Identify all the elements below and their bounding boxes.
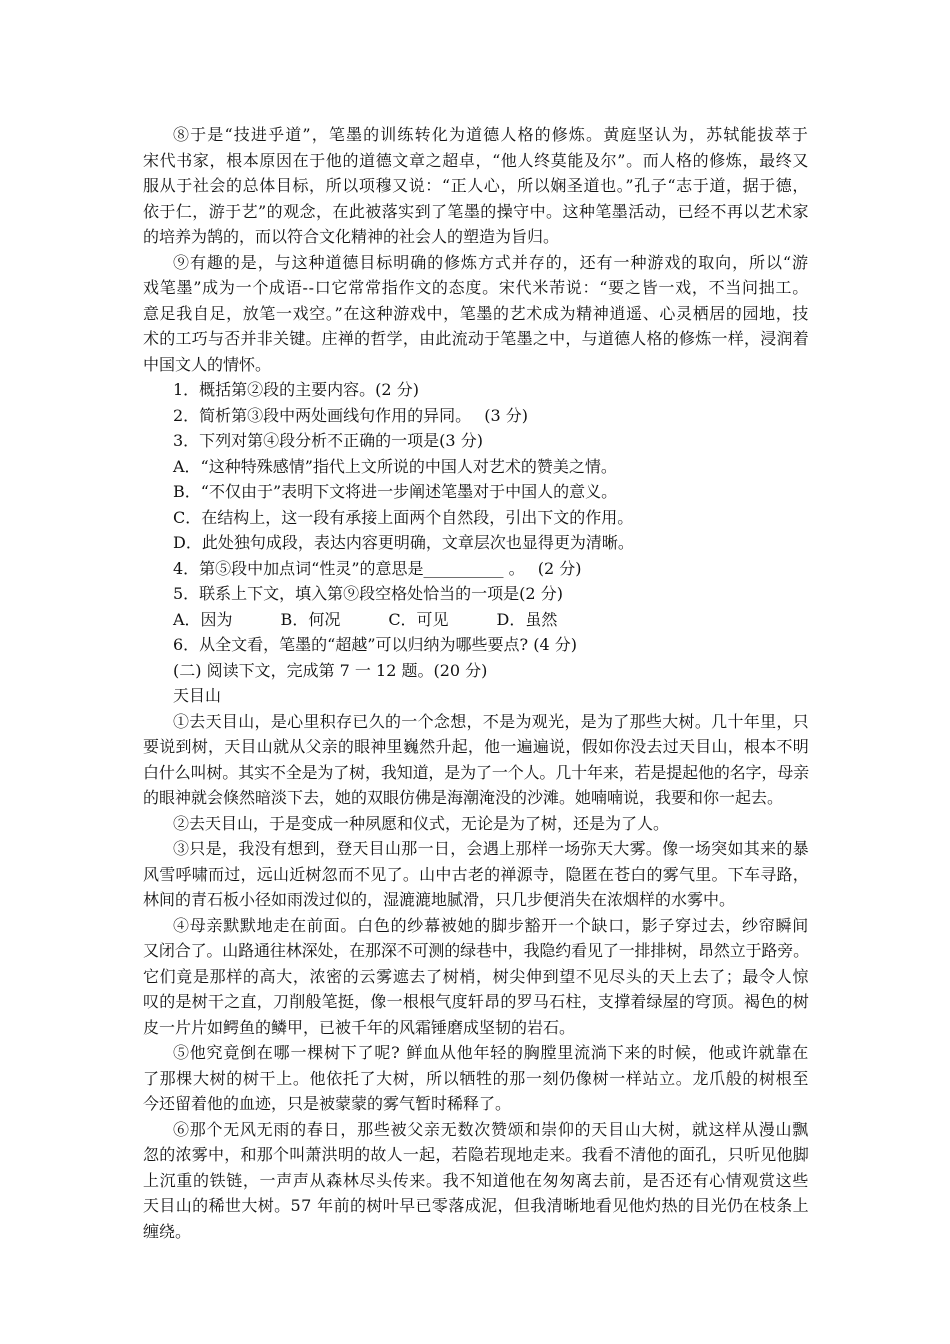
text-line: ⑨有趣的是，与这种道德目标明确的修炼方式并存的，还有一种游戏的取向，所以“游 — [173, 252, 809, 272]
question-6 — [143, 632, 809, 658]
text-line: 今还留着他的血迹，只是被蒙蒙的雾气暂时稀释了。 — [143, 1094, 512, 1113]
text-line-row — [143, 913, 809, 939]
paragraph-2 — [143, 811, 809, 837]
text-line-row — [143, 173, 809, 199]
text-line-row — [143, 275, 809, 301]
text-line: 的眼神就会倏然暗淡下去，她的双眼仿佛是海潮淹没的沙滩。她喃喃说，我要和你一起去。 — [143, 788, 784, 807]
question-4 — [143, 556, 809, 582]
article-title — [143, 683, 809, 709]
text-line-row — [143, 1015, 809, 1041]
text-line-row — [143, 352, 809, 378]
text-line-row — [143, 658, 809, 684]
text-line-row — [143, 938, 809, 964]
text-line-row — [143, 734, 809, 760]
text-line: 的培养为鹄的，而以符合文化精神的社会人的塑造为旨归。 — [143, 227, 560, 246]
text-line: 服从于社会的总体目标，所以项穆又说：“正人心，所以娴圣道也。”孔子“志于道，据于德， — [143, 176, 809, 195]
paragraph-8 — [143, 122, 809, 250]
text-line-row — [143, 607, 809, 633]
text-line-row — [143, 1066, 809, 1092]
text-line: 3．下列对第④段分析不正确的一项是(3 分) — [173, 431, 483, 450]
text-line: 宋代书家，根本原因在于他的道德文章之超卓，“他人终莫能及尔”。而人格的修炼，最终又 — [143, 150, 809, 170]
text-line: ⑤他究竟倒在哪一棵树下了呢? 鲜血从他年轻的胸膛里流淌下来的时候，他或许就靠在 — [173, 1043, 809, 1062]
paragraph-6 — [143, 1117, 809, 1245]
text-line-row — [143, 224, 809, 250]
text-line: 了那棵大树的树干上。他依托了大树，所以牺牲的那一刻仍像树一样站立。龙爪般的树根至 — [143, 1068, 809, 1088]
text-line: 5．联系上下文，填入第⑨段空格处恰当的一项是(2 分) — [173, 584, 563, 603]
option-3b — [143, 479, 809, 505]
text-line: 天目山的稀世大树。57 年前的树叶早已零落成泥，但我清晰地看见他灼热的目光仍在枝条上 — [143, 1196, 809, 1215]
text-line: 它们竟是那样的高大，浓密的云雾遮去了树梢，树尖伸到望不见尽头的天上去了；最令人惊 — [143, 966, 809, 986]
text-line: ②去天目山，于是变成一种夙愿和仪式，无论是为了树，还是为了人。 — [173, 813, 670, 833]
text-line-row — [143, 709, 809, 735]
text-line: 林间的青石板小径如雨泼过似的，湿漉漉地腻滑，只几步便消失在浓烟样的水雾中。 — [143, 890, 736, 909]
options-5 — [143, 607, 809, 633]
text-line-row — [143, 403, 809, 429]
text-line: ④母亲默默地走在前面。白色的纱幕被她的脚步豁开一个缺口，影子穿过去，纱帘瞬间 — [173, 915, 809, 935]
text-line: 上沉重的铁链，一声声从森林尽头传来。我不知道他在匆匆离去前，是否还有心情观赏这些 — [143, 1170, 809, 1190]
text-line-row — [143, 964, 809, 990]
question-1 — [143, 377, 809, 403]
question-3 — [143, 428, 809, 454]
text-line: 天目山 — [173, 686, 222, 705]
text-line: ⑥那个无风无雨的春日，那些被父亲无数次赞颂和崇仰的天目山大树，就这样从漫山飘 — [173, 1119, 809, 1139]
text-line-row — [143, 989, 809, 1015]
text-line: B．“不仅由于”表明下文将进一步阐述笔墨对于中国人的意义。 — [173, 482, 618, 501]
text-line-row — [143, 556, 809, 582]
text-line-row — [143, 1091, 809, 1117]
text-line-row — [143, 836, 809, 862]
text-line-row — [143, 479, 809, 505]
text-line-row — [143, 811, 809, 837]
text-line: 又闭合了。山路通往林深处，在那深不可测的绿巷中，我隐约看见了一排排树，昂然立于路旁。 — [143, 941, 809, 960]
text-line: 术的工巧与否并非关键。庄禅的哲学，由此流动于笔墨之中，与道德人格的修炼一样，浸润着 — [143, 329, 809, 348]
text-line: 1．概括第②段的主要内容。(2 分) — [173, 380, 419, 399]
text-line: 依于仁，游于艺”的观念，在此被落实到了笔墨的操守中。这种笔墨活动，已经不再以艺术家 — [143, 201, 809, 221]
text-line-row — [143, 454, 809, 480]
option-3d — [143, 530, 809, 556]
paragraph-3 — [143, 836, 809, 913]
text-line-row — [143, 1193, 809, 1219]
text-line-row — [143, 148, 809, 174]
text-line-row — [143, 785, 809, 811]
text-line: 意足我自足，放笔一戏空。”在这种游戏中，笔墨的艺术成为精神逍遥、心灵栖居的园地，技 — [143, 303, 809, 323]
question-5 — [143, 581, 809, 607]
text-line: ③只是，我没有想到，登天目山那一日，会遇上那样一场弥天大雾。像一场突如其来的暴 — [173, 839, 809, 858]
text-line-row — [143, 1040, 809, 1066]
text-line-row — [143, 632, 809, 658]
text-line: D．此处独句成段，表达内容更明确，文章层次也显得更为清晰。 — [173, 533, 634, 552]
paragraph-9 — [143, 250, 809, 378]
text-line: 叹的是树干之直，刀削般笔挺，像一根根气度轩昂的罗马石柱，支撑着绿屋的穹顶。褐色的树 — [143, 992, 809, 1011]
text-line: 4．第⑤段中加点词“性灵”的意思是__________ 。 (2 分) — [173, 558, 582, 578]
text-line-row — [143, 862, 809, 888]
text-line: 风雪呼啸而过，远山近树忽而不见了。山中古老的禅源寺，隐匿在苍白的雾气里。下车寻路， — [143, 864, 809, 884]
text-line: A．“这种特殊感情”指代上文所说的中国人对艺术的赞美之情。 — [173, 456, 617, 476]
text-line: 2．简析第③段中两处画线句作用的异同。 (3 分) — [173, 405, 529, 425]
text-line: ⑧于是“技进乎道”，笔墨的训练转化为道德人格的修炼。黄庭坚认为，苏轼能拔萃于 — [173, 125, 809, 144]
option-3a — [143, 454, 809, 480]
text-line-row — [143, 377, 809, 403]
text-line-row — [143, 122, 809, 148]
text-line-row — [143, 887, 809, 913]
text-line: 戏笔墨”成为一个成语--口它常常指作文的态度。宋代米芾说：“要之皆一戏，不当问拙工。 — [143, 278, 809, 297]
text-line: 要说到树，天目山就从父亲的眼神里巍然升起，他一遍遍说，假如你没去过天目山，根本不明 — [143, 737, 809, 756]
text-line-row — [143, 326, 809, 352]
text-line-row — [143, 250, 809, 276]
text-line-row — [143, 683, 809, 709]
text-line: 6．从全文看，笔墨的“超越”可以归纳为哪些要点? (4 分) — [173, 635, 577, 654]
text-line: A．因为 B．何况 C．可见 D．虽然 — [173, 609, 558, 629]
paragraph-4 — [143, 913, 809, 1041]
text-line-row — [143, 760, 809, 786]
document-body — [143, 122, 809, 1244]
text-line-row — [143, 530, 809, 556]
text-line-row — [143, 1219, 809, 1245]
paragraph-1 — [143, 709, 809, 811]
text-line-row — [143, 581, 809, 607]
paragraph-5 — [143, 1040, 809, 1117]
text-line-row — [143, 1117, 809, 1143]
text-line: 中国文人的情怀。 — [143, 354, 272, 374]
text-line-row — [143, 1168, 809, 1194]
text-line: 忽的浓雾中，和那个叫萧洪明的故人一起，若隐若现地走来。我看不清他的面孔，只听见他脚 — [143, 1145, 809, 1164]
text-line-row — [143, 428, 809, 454]
text-line-row — [143, 505, 809, 531]
text-line: 白什么叫树。其实不全是为了树，我知道，是为了一个人。几十年来，若是提起他的名字，母亲 — [143, 762, 809, 782]
section-2-heading — [143, 658, 809, 684]
text-line-row — [143, 1142, 809, 1168]
option-3c — [143, 505, 809, 531]
text-line: 缠绕。 — [143, 1221, 192, 1241]
text-line: (二) 阅读下文，完成第 7 一 12 题。(20 分) — [173, 660, 488, 680]
text-line-row — [143, 301, 809, 327]
text-line: C．在结构上，这一段有承接上面两个自然段，引出下文的作用。 — [173, 507, 634, 527]
text-line-row — [143, 199, 809, 225]
text-line: 皮一片片如鳄鱼的鳞甲，已被千年的风霜锤磨成坚韧的岩石。 — [143, 1017, 576, 1037]
question-2 — [143, 403, 809, 429]
text-line: ①去天目山，是心里积存已久的一个念想，不是为观光，是为了那些大树。几十年里，只 — [173, 711, 809, 731]
